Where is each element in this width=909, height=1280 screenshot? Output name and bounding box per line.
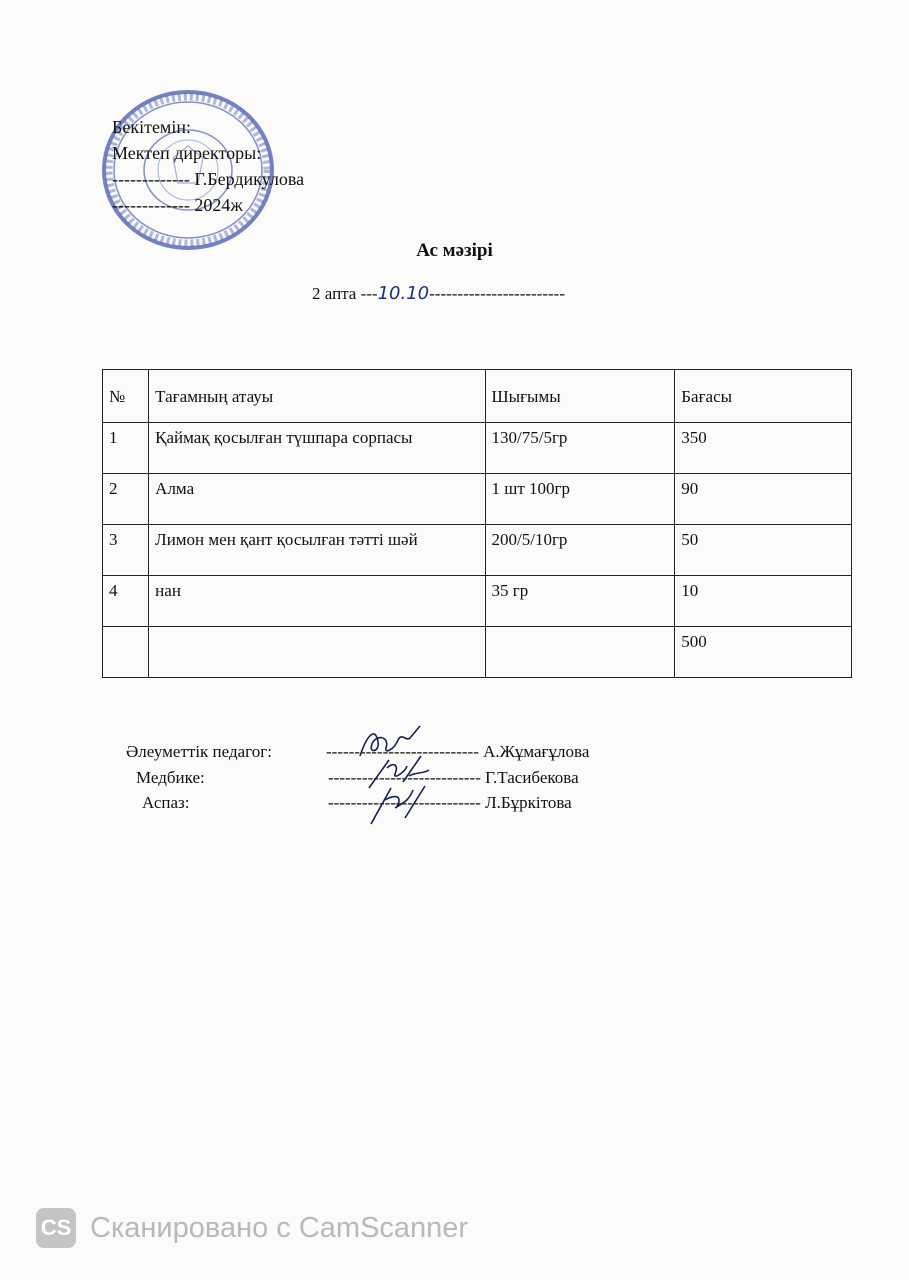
- signature-line: ---------------------------: [328, 793, 481, 812]
- cell-dish-name: нан: [149, 576, 485, 627]
- cell-yield: 200/5/10гр: [485, 525, 675, 576]
- signature-role: Медбике:: [136, 768, 205, 787]
- cell-number: 1: [103, 423, 149, 474]
- handwritten-signature-icon: [365, 778, 435, 828]
- signature-line: ---------------------------: [326, 742, 479, 761]
- cell-yield: [485, 627, 675, 678]
- approval-year: ------------- 2024ж: [112, 195, 243, 215]
- cell-yield: 35 гр: [485, 576, 675, 627]
- signature-row: [126, 742, 272, 762]
- cell-number: [103, 627, 149, 678]
- table-row: [103, 474, 852, 525]
- week-dashes-left: ---: [360, 284, 378, 303]
- menu-table: [102, 369, 852, 678]
- page-title: Ас мәзірі: [416, 240, 493, 261]
- header-dish-name: Тағамның атауы: [149, 370, 485, 423]
- cell-price: 350: [675, 423, 852, 474]
- cell-price: 50: [675, 525, 852, 576]
- week-dashes-right: ------------------------: [429, 284, 565, 303]
- approval-director-name: ------------- Г.Бердикулова: [112, 169, 305, 189]
- table-row: [103, 576, 852, 627]
- header-number: №: [103, 370, 149, 423]
- cell-number: 4: [103, 576, 149, 627]
- cell-number: 3: [103, 525, 149, 576]
- approval-heading: Бекітемін:: [112, 117, 191, 137]
- signature-line: ---------------------------: [328, 768, 481, 787]
- cell-dish-name: [149, 627, 485, 678]
- cell-total-price: 500: [675, 627, 852, 678]
- watermark-text: Сканировано с CamScanner: [90, 1211, 469, 1244]
- cell-yield: 130/75/5гр: [485, 423, 675, 474]
- signature-name: Г.Тасибекова: [485, 768, 579, 787]
- cell-yield: 1 шт 100гр: [485, 474, 675, 525]
- signature-role: Аспаз:: [142, 793, 190, 812]
- table-row: [103, 423, 852, 474]
- week-label: 2 апта: [312, 284, 357, 303]
- cell-number: 2: [103, 474, 149, 525]
- signature-name: А.Жұмағұлова: [483, 742, 590, 761]
- week-line: [312, 283, 565, 304]
- cell-dish-name: Алма: [149, 474, 485, 525]
- signature-role: Әлеуметтік педагог:: [126, 742, 272, 761]
- approval-position: Мектеп директоры:: [112, 143, 262, 163]
- camscanner-watermark: [36, 1206, 468, 1250]
- signature-name: Л.Бұркітова: [485, 793, 572, 812]
- table-header-row: [103, 370, 852, 423]
- cell-price: 90: [675, 474, 852, 525]
- cell-dish-name: Лимон мен қант қосылған тәтті шәй: [149, 525, 485, 576]
- handwritten-date: 10.10: [377, 283, 430, 304]
- header-price: Бағасы: [675, 370, 852, 423]
- table-row: [103, 525, 852, 576]
- cell-price: 10: [675, 576, 852, 627]
- approval-block: [112, 114, 304, 218]
- signature-row: [142, 793, 189, 813]
- signature-row: [136, 768, 205, 788]
- header-yield: Шығымы: [485, 370, 675, 423]
- cell-dish-name: Қаймақ қосылған түшпара сорпасы: [149, 423, 485, 474]
- camscanner-logo-icon: CS: [36, 1208, 76, 1248]
- table-total-row: [103, 627, 852, 678]
